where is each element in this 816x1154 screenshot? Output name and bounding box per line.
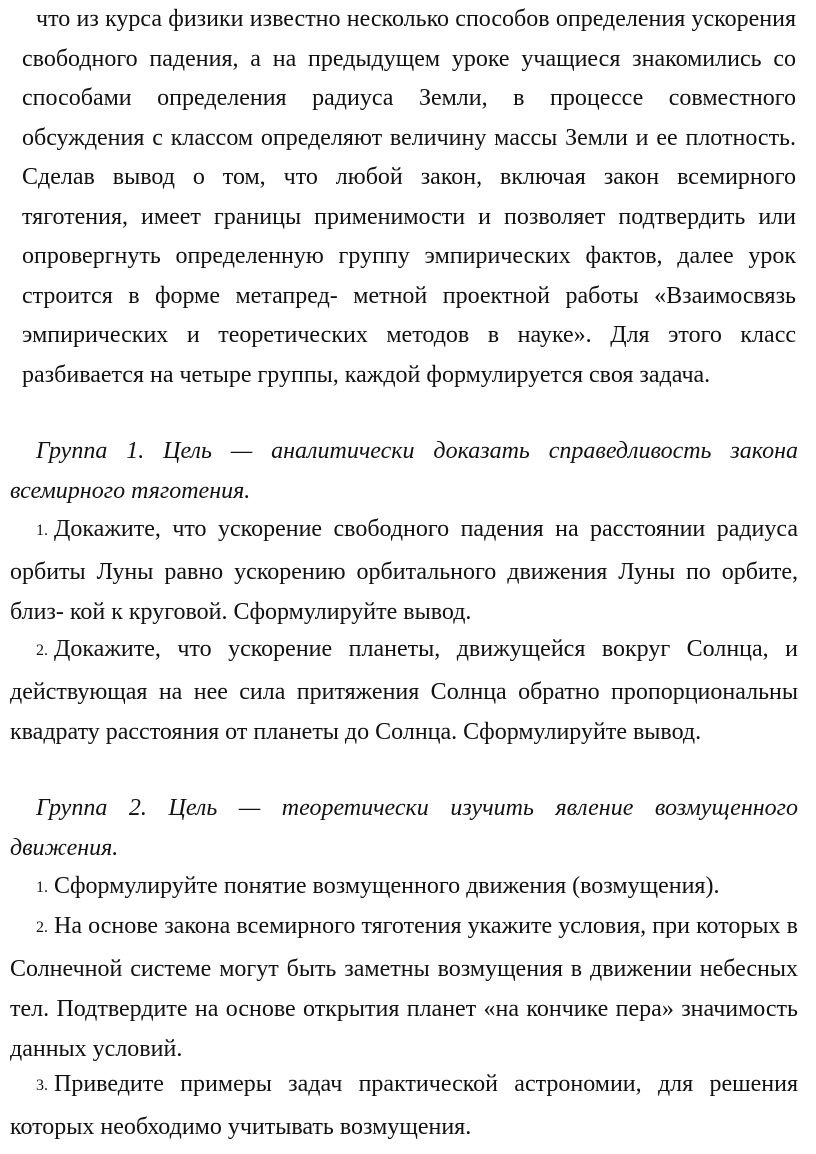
task-text: Докажите, что ускорение планеты, движущейся вокруг Солнца, и действующая на нее сила притяжения Солнца обратно пропорциональны квадрату расстояния от планеты до Солнца. Сформулируйте вывод. <box>10 636 798 745</box>
task-text: Докажите, что ускорение свободного падения на расстоянии радиуса орбиты Луны равно ускорению орбитального движения Луны по орбите, близ- кой к круговой. Сформулируйте вывод. <box>10 516 798 625</box>
task-number: 2. <box>36 919 48 936</box>
task-number: 1. <box>36 879 48 896</box>
group-1-task-2 <box>10 629 798 752</box>
task-text: Сформулируйте понятие возмущенного движения (возмущения). <box>54 873 720 899</box>
task-number: 2. <box>36 642 48 659</box>
task-text: На основе закона всемирного тяготения укажите условия, при которых в Солнечной системе могут быть заметны возмущения в движении небесных тел. Подтвердите на основе открытия планет «на кончике пера» значимость данных условий. <box>10 913 798 1062</box>
task-text: Приведите примеры задач практической астрономии, для решения которых необходимо учитывать возмущения. <box>10 1071 798 1140</box>
group-2-task-1 <box>10 866 798 909</box>
group-1-goal: Группа 1. Цель — аналитически доказать справедливость закона всемирного тяготения. <box>10 438 798 504</box>
task-number: 1. <box>36 522 48 539</box>
group-2-task-3 <box>10 1064 798 1147</box>
task-number: 3. <box>36 1077 48 1094</box>
group-1-task-1 <box>10 509 798 632</box>
group-2-goal: Группа 2. Цель — теоретически изучить явление возмущенного движения. <box>10 795 798 861</box>
intro-paragraph: что из курса физики известно несколько способов определения ускорения свободного падения, а на предыдущем уроке учащиеся знакомились со способами определения радиуса Земли, в процессе совместного обсуждения с классом определяют величину массы Земли и ее плотность. Сделав вывод о том, что любой закон, включая закон всемирного тяготения, имеет границы применимости и позволяет подтвердить или опровергнуть определенную группу эмпирических фактов, далее урок строится в форме метапред- метной проектной работы «Взаимосвязь эмпирических и теоретических методов в науке». Для этого класс разбивается на четыре группы, каждой формулируется своя задача. <box>22 6 796 388</box>
group-2-task-2 <box>10 906 798 1069</box>
